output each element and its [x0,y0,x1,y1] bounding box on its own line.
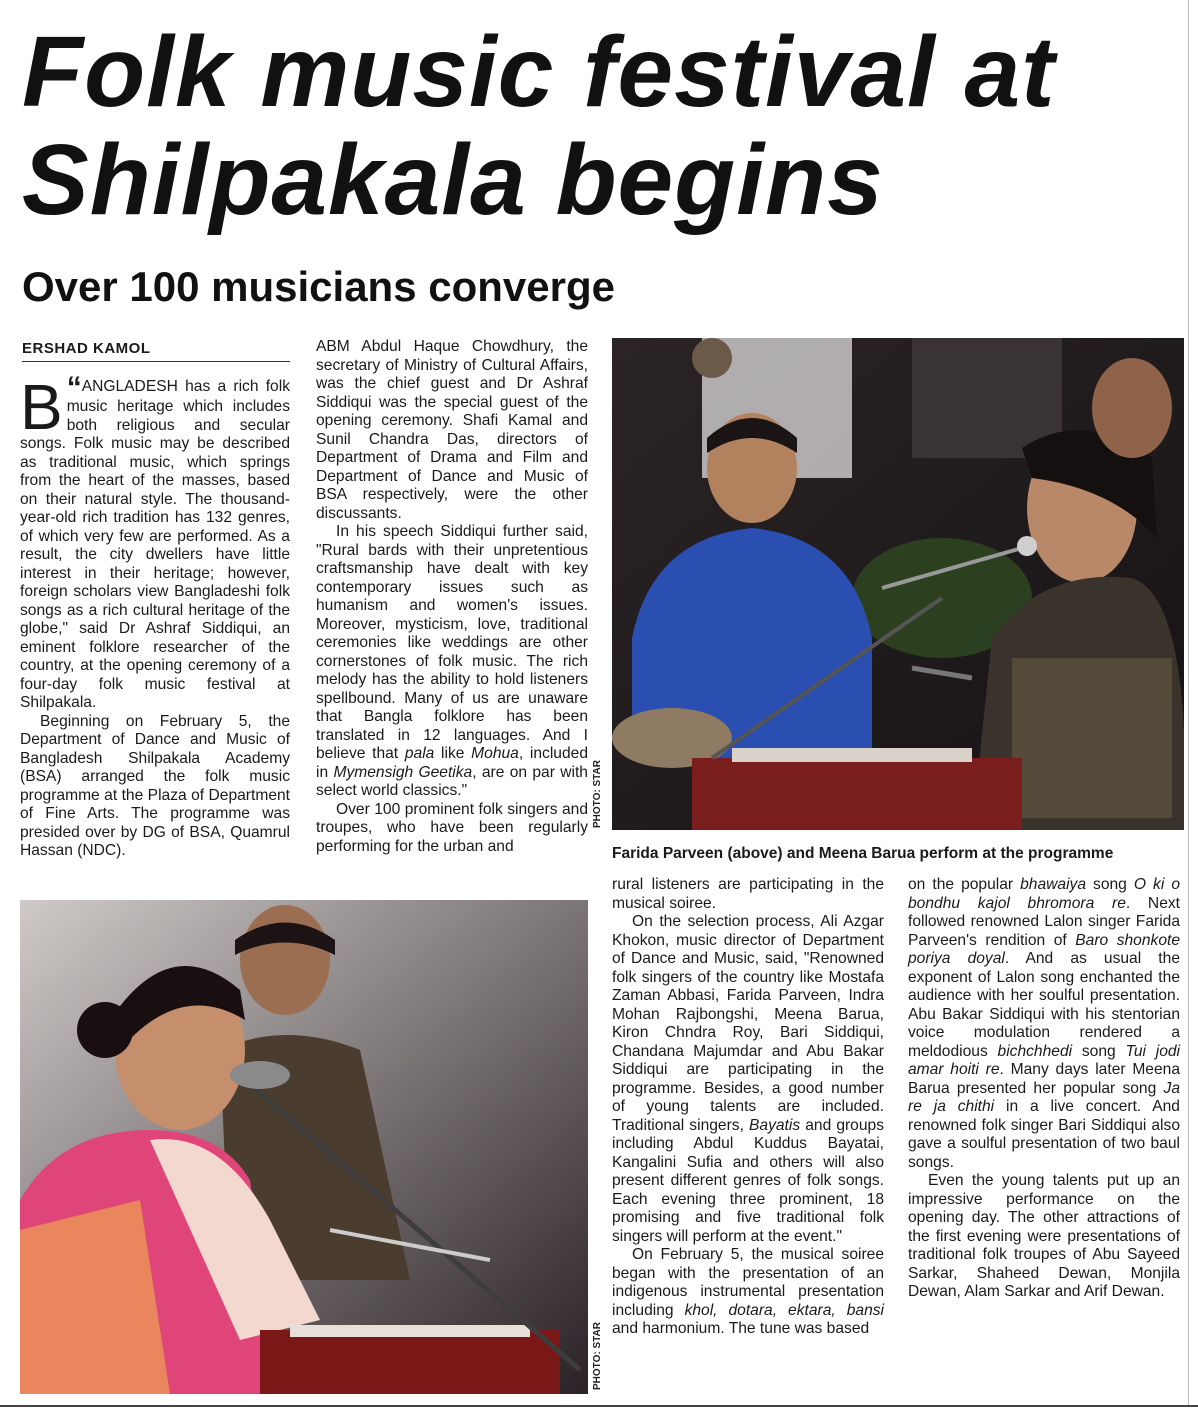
bottom-rule [0,1405,1198,1407]
paragraph [20,371,290,713]
paragraph-text: . Many days later Meena Barua presented her popular song [908,1061,1180,1097]
photo-illustration [612,338,1184,830]
headline-line-2: Shilpakala begins [22,124,884,236]
italic-term: O ki o bondhu kajol bhromora re [908,876,1181,912]
paragraph: rural listeners are participating in the musical soiree. [612,876,884,912]
headline-line-1: Folk music festival at [22,16,1056,128]
headline [22,18,1182,234]
italic-term: Bayatis [749,1116,801,1134]
paragraph-text: song [1086,876,1134,893]
paragraph-text: like [434,745,472,762]
italic-term: pala [404,745,435,762]
paragraph-text: on the popular [908,876,1021,893]
photo-caption: Farida Parveen (above) and Meena Barua perform at the programme [612,845,1114,862]
paragraph-text: , are on par with select world classics." [316,763,588,799]
paragraph-text: song [1072,1042,1126,1060]
paragraph [612,913,884,1246]
page-edge-rule [1188,0,1189,1405]
photo-credit: PHOTO: STAR [592,1322,603,1390]
italic-term: Tui jodi amar hoiti re [908,1042,1180,1078]
paragraph: Even the young talents put up an impressive performance on the opening day. The other attractions of the first evening were presentations of traditional folk troupes of Abu Sayeed Sarkar, Shaheed Dewan, Monjila Dewan, Alam Sarkar and Arif Dewan. [908,1172,1180,1300]
article-column-4 [908,876,1180,1302]
paragraph-text: and harmonium. The tune was based [612,1320,870,1337]
paragraph-text: , included in [316,745,588,781]
paragraph-text: On the selection process, Ali Azgar Khokon, music director of Department of Dance and Music, said, "Renowned folk singers of the country like Mostafa Zaman Abbasi, Farida Parveen, Indra Mohan Rajbongshi, Meena Barua, Kiron Chndra Roy, Bari Siddiqui, Chandana Majumdar and Abu Bakar Siddiqui are participating in the programme. Besides, a good number of young talents are included. Traditional singers, [612,913,884,1134]
drop-cap: B [20,371,63,443]
italic-term: Mohua [471,745,519,762]
paragraph-text: In his speech Siddiqui further said, "Rural bards with their unpretentious craftsmanship have dealt with key contemporary issues such as humanism and women's issues. Moreover, mysticism, love, traditional ceremonies like weddings are other cornerstones of folk music. The rich melody has the ability to hold listeners spellbound. Many of us are unaware that Bangla folklore has been translated in 12 languages. And I believe that [316,523,588,762]
article-column-3 [612,876,884,1339]
paragraph-text: On February 5, the musical soiree began with the presentation of an indigenous instrumental presentation including [612,1246,884,1319]
italic-term: bhawaiya [1020,876,1087,893]
photo-credit: PHOTO: STAR [592,760,603,828]
italic-term: Ja re ja chithi [908,1079,1180,1115]
article-column-1 [20,371,290,861]
photo-farida-parveen [612,338,1184,830]
paragraph [316,523,588,801]
paragraph-text: in a live concert. And renowned folk singer Bari Siddiqui also gave a soulful presentation of two baul songs. [908,1098,1180,1171]
paragraph [908,876,1180,1172]
paragraph-text: . Next followed renowned Lalon singer Farida Parveen's rendition of [908,894,1180,949]
italic-term: Mymensigh Geetika [333,763,473,781]
paragraph-text: and groups including Abdul Kuddus Bayatai, Kangalini Sufia and others will also present different genres of folk songs. Each evening three prominent, 18 promising and five traditional folk singers will perform at the event." [612,1116,884,1245]
paragraph: Beginning on February 5, the Department of Dance and Music of Bangladesh Shilpakala Academy (BSA) arranged the folk music programme at the Plaza of Department of Fine Arts. The programme was presided over by DG of BSA, Quamrul Hassan (NDC). [20,712,290,859]
photo-meena-barua [20,900,588,1394]
paragraph-text: . And as usual the exponent of Lalon song enchanted the audience with her soulful presentation. Abu Bakar Siddiqui with his stentorian voice modulation rendered a meldodious [908,950,1180,1060]
paragraph-text: ANGLADESH has a rich folk music heritage which includes both religious and secular songs. Folk music may be described as traditional music, which springs from the heart of the masses, based on their natural style. The thousand-year-old rich tradition has 132 genres, of which very few are performed. As a result, the city dwellers have little interest in their heritage; however, foreign scholars view Bangladeshi folk songs as a rich cultural heritage of the globe," said Dr Ashraf Siddiqui, an eminent folklore researcher of the country, at the opening ceremony of a four-day folk music festival at Shilpakala. [20,378,290,711]
subheadline: Over 100 musicians converge [22,263,615,310]
opening-quote-mark: “ [66,371,82,404]
paragraph [612,1246,884,1339]
byline: ERSHAD KAMOL [22,340,290,362]
italic-term: Baro shonkote poriya doyal [908,931,1180,967]
paragraph: Over 100 prominent folk singers and troupes, who have been regularly performing for the urban and [316,800,588,855]
italic-term: bichchhedi [997,1042,1073,1060]
italic-term: khol, dotara, ektara, bansi [684,1301,885,1319]
photo-illustration [20,900,588,1394]
article-column-2 [316,338,588,856]
paragraph: ABM Abdul Haque Chowdhury, the secretary of Ministry of Cultural Affairs, was the chief guest and Dr Ashraf Siddiqui was the special guest of the opening ceremony. Shafi Kamal and Sunil Chandra Das, directors of Department of Drama and Film and Department of Dance and Music of BSA respectively, were the other discussants. [316,338,588,522]
